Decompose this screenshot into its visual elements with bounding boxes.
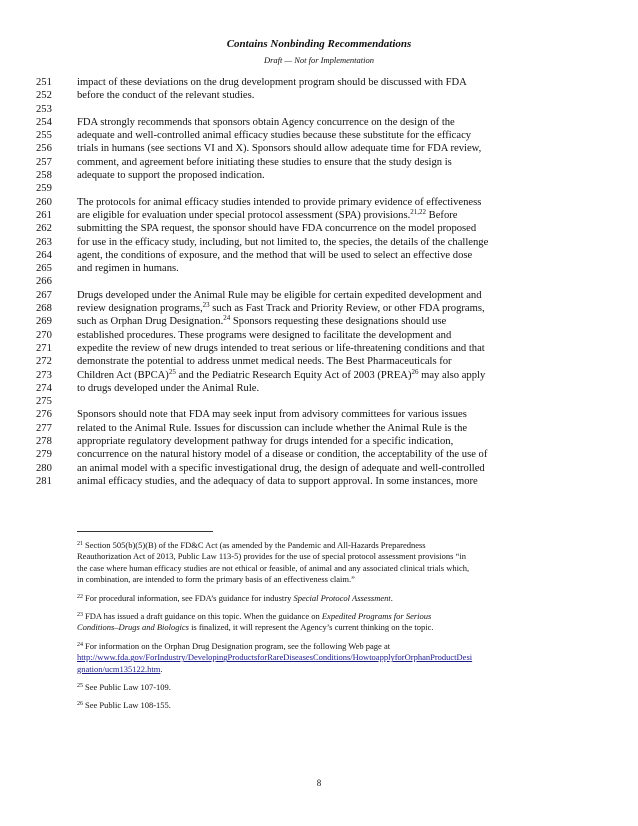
footnote-number: 21 (77, 541, 83, 547)
footnote-text: . (160, 663, 163, 674)
line-text-segment: adequate to support the proposed indication. (77, 170, 265, 182)
line-number: 268 (36, 303, 52, 315)
line-number: 262 (36, 223, 52, 235)
footnote-text: See Public Law 107-109. (85, 682, 171, 693)
line-number: 277 (36, 422, 52, 434)
line-text-segment: Before (426, 209, 458, 221)
line-text (77, 289, 482, 302)
line-text (77, 462, 485, 475)
body-line (0, 395, 638, 408)
line-text-segment: adequate and well-controlled animal efficacy studies because these substitute for the efficacy (77, 130, 472, 142)
header-title: Contains Nonbinding Recommendations (226, 38, 412, 50)
line-number: 267 (36, 289, 52, 301)
body-line (0, 196, 638, 209)
body-line (0, 408, 638, 421)
line-text-segment: Children Act (BPCA) (77, 369, 169, 381)
line-text-segment: established procedures. These programs were designed to facilitate the development and (77, 329, 452, 341)
body-line (0, 249, 638, 262)
line-text-segment: agent, the conditions of exposure, and the method that will be used to select an effective dose (77, 249, 473, 261)
line-text (77, 76, 467, 89)
line-text-segment: an animal model with a specific investigational drug, the design of adequate and well-controlled (77, 462, 485, 474)
line-text (77, 382, 259, 395)
footnote-separator (77, 531, 213, 532)
body-line (0, 382, 638, 395)
body-line (0, 448, 638, 461)
line-number: 260 (36, 196, 52, 208)
line-text (77, 342, 485, 355)
line-text-segment: demonstrate the potential to address unmet medical needs. The Best Pharmaceuticals for (77, 356, 452, 368)
line-number: 278 (36, 436, 52, 448)
line-number: 266 (36, 276, 52, 288)
line-text (77, 262, 179, 275)
body-line (0, 342, 638, 355)
line-text-segment: expedite the review of new drugs intended to treat serious or life-threatening conditions and that (77, 342, 485, 354)
line-text-segment: Sponsors requesting these designations should use (230, 316, 447, 328)
body-line (0, 209, 638, 222)
footnote-text: the case where human efficacy studies are not ethical or feasible, of animal and any associated clinical trials which, (77, 562, 470, 573)
orphan-designation-link-cont[interactable]: gnation/ucm135122.htm (77, 663, 161, 674)
line-number: 255 (36, 130, 52, 142)
line-text (77, 435, 453, 448)
line-text-segment: such as Fast Track and Priority Review, or other FDA programs, (209, 303, 485, 315)
line-number: 258 (36, 170, 52, 182)
footnote-22 (77, 593, 569, 604)
footnote-number: 22 (77, 593, 83, 600)
body-line (0, 169, 638, 182)
line-text-segment: submitting the SPA request, the sponsor should have FDA concurrence on the model proposed (77, 223, 477, 235)
line-text-segment: impact of these deviations on the drug development program should be discussed with FDA (77, 77, 467, 88)
line-text-segment: Drugs developed under the Animal Rule may be eligible for certain expedited development and (77, 289, 482, 301)
line-number: 274 (36, 382, 52, 394)
body-line (0, 435, 638, 448)
line-text-segment: before the conduct of the relevant studies. (77, 90, 255, 102)
line-text-segment: review designation programs, (77, 303, 203, 315)
line-number: 251 (36, 77, 52, 88)
footnote-reference: 26 (411, 367, 419, 376)
line-number: 271 (36, 342, 52, 354)
line-text (77, 448, 487, 461)
line-text-segment: comment, and agreement before initiating these studies to ensure that the study design is (77, 156, 452, 168)
line-text-segment: trials in humans (see sections VI and X). Sponsors should allow adequate time for FDA review, (77, 143, 482, 155)
footnote-24 (77, 641, 569, 675)
footnote-text: Section 505(b)(5)(B) of the FD&C Act (as amended by the Pandemic and All-Hazards Preparedness (85, 540, 426, 550)
line-number: 252 (36, 90, 52, 102)
line-text (77, 196, 481, 209)
body-line (0, 116, 638, 129)
footnote-text: in combination, are intended to form the primary basis of an effectiveness claim.” (77, 574, 355, 585)
footnote-text: For procedural information, see FDA’s guidance for industry (85, 592, 294, 603)
line-text-segment: Sponsors should note that FDA may seek input from advisory committees for various issues (77, 409, 467, 421)
body-line (0, 369, 638, 382)
line-text-segment: to drugs developed under the Animal Rule. (77, 382, 260, 394)
line-text (77, 89, 254, 102)
footnote-guidance-title: Conditions–Drugs and Biologics (77, 622, 189, 633)
line-text (77, 369, 485, 382)
body-line (0, 302, 638, 315)
line-text (77, 475, 478, 488)
line-number: 269 (36, 316, 52, 328)
footnote-guidance-title: Special Protocol Assessment (293, 592, 391, 603)
footnote-text: See Public Law 108-155. (85, 700, 171, 711)
footnote-reference: 25 (168, 367, 176, 376)
line-text (77, 422, 467, 435)
footnote-23 (77, 611, 569, 634)
body-line (0, 422, 638, 435)
page-number: 8 (316, 778, 322, 788)
line-text (77, 408, 467, 421)
body-line (0, 129, 638, 142)
footnote-reference: 24 (223, 314, 231, 323)
line-number: 276 (36, 409, 52, 421)
line-text-segment: The protocols for animal efficacy studies intended to provide primary evidence of effectiveness (77, 196, 482, 208)
line-text-segment: such as Orphan Drug Designation. (77, 316, 224, 328)
line-number: 265 (36, 263, 52, 275)
body-line (0, 315, 638, 328)
footnote-text: For information on the Orphan Drug Designation program, see the following Web page at (85, 640, 391, 651)
body-line (0, 103, 638, 116)
line-text (77, 236, 488, 249)
body-line (0, 222, 638, 235)
footnote-reference: 21,22 (410, 207, 426, 216)
footnote-number: 25 (77, 683, 83, 690)
line-number: 256 (36, 143, 52, 155)
line-number: 264 (36, 249, 52, 261)
body-line (0, 156, 638, 169)
line-text (77, 142, 481, 155)
line-text-segment: may also apply (418, 369, 486, 381)
footnote-number: 23 (77, 612, 83, 619)
line-text-segment: FDA strongly recommends that sponsors obtain Agency concurrence on the design of the (77, 116, 455, 128)
body-line (0, 142, 638, 155)
line-text (77, 156, 452, 169)
line-number: 257 (36, 156, 52, 168)
line-number: 261 (36, 209, 52, 221)
line-text (77, 315, 446, 328)
line-text-segment: for use in the efficacy study, including, but not limited to, the species, the details of the challenge (77, 236, 489, 248)
footnote-number: 26 (77, 701, 83, 708)
footnote-text: is finalized, it will represent the Agency’s current thinking on the topic. (188, 622, 434, 633)
footnote-text: Reauthorization Act of 2013, Public Law 113-5) provides for the use of special protocol assessment provisions “in (77, 551, 466, 562)
line-number: 270 (36, 329, 52, 341)
line-number: 263 (36, 236, 52, 248)
line-text (77, 129, 471, 142)
line-number: 279 (36, 449, 52, 461)
body-line (0, 275, 638, 288)
footnote-reference: 23 (202, 301, 210, 310)
line-number: 259 (36, 183, 52, 195)
header-subtitle: Draft — Not for Implementation (263, 55, 375, 65)
footnote-number: 24 (77, 641, 83, 648)
body-line (0, 289, 638, 302)
footnote-25 (77, 682, 569, 693)
footnote-21 (77, 540, 569, 586)
line-text-segment: appropriate regulatory development pathway for drugs intended for a specific indication, (77, 436, 454, 448)
line-text-segment: animal efficacy studies, and the adequacy of data to support approval. In some instances, more (77, 475, 478, 487)
line-text-segment: related to the Animal Rule. Issues for discussion can include whether the Animal Rule is the (77, 422, 468, 434)
body-line (0, 475, 638, 488)
body-line (0, 355, 638, 368)
line-number: 254 (36, 116, 52, 128)
line-number: 280 (36, 462, 52, 474)
body-line (0, 462, 638, 475)
line-text (77, 355, 452, 368)
body-line (0, 262, 638, 275)
line-text (77, 222, 476, 235)
line-text-segment: are eligible for evaluation under special protocol assessment (SPA) provisions. (77, 209, 411, 221)
line-text (77, 116, 455, 129)
numbered-body-text (0, 76, 638, 488)
footnote-26 (77, 700, 569, 711)
line-text (77, 169, 265, 182)
line-text-segment: and the Pediatric Research Equity Act of 2003 (PREA) (175, 369, 412, 381)
body-line (0, 89, 638, 102)
footnote-text: FDA has issued a draft guidance on this topic. When the guidance on (85, 611, 322, 622)
line-number: 253 (36, 103, 52, 115)
line-text (77, 329, 451, 342)
body-line (0, 182, 638, 195)
body-line (0, 236, 638, 249)
footnotes (77, 540, 569, 719)
line-text (77, 302, 485, 315)
line-text-segment: concurrence on the natural history model of a disease or condition, the acceptability of the use of (77, 449, 488, 461)
line-text-segment: and regimen in humans. (77, 263, 179, 275)
line-number: 281 (36, 475, 52, 487)
orphan-designation-link[interactable]: http://www.fda.gov/ForIndustry/DevelopingProductsforRareDiseasesConditions/HowtoapplyforOrphanProductDesi (77, 652, 473, 663)
footnote-guidance-title: Expedited Programs for Serious (321, 611, 432, 622)
line-number: 272 (36, 356, 52, 368)
line-number: 273 (36, 369, 52, 381)
footnote-text: . (390, 592, 393, 603)
line-text (77, 249, 472, 262)
line-number: 275 (36, 396, 52, 408)
line-text (77, 209, 457, 222)
body-line (0, 76, 638, 89)
body-line (0, 329, 638, 342)
